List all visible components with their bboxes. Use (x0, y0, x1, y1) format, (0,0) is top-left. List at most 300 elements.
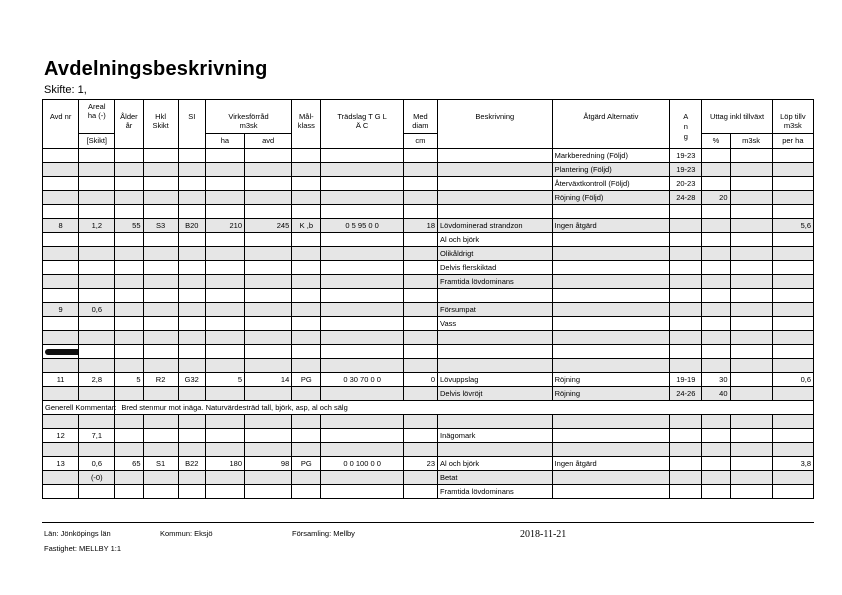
cell-si (178, 303, 205, 317)
cell-tradslag (321, 471, 403, 485)
cell-lop (772, 233, 813, 247)
cell-tradslag (321, 289, 403, 303)
cell-virke-avd (245, 191, 292, 205)
col-uttag: Uttag inkl tillväxt (702, 100, 772, 134)
cell-malklass (292, 163, 321, 177)
cell-virke-avd (245, 149, 292, 163)
cell-virke-ha (205, 345, 244, 359)
cell-beskrivning: Olikåldrigt (438, 247, 553, 261)
cell-uttag-m3 (730, 275, 772, 289)
table-row (43, 429, 814, 443)
footer-fastighet: Fastighet: MELLBY 1:1 (44, 544, 121, 553)
cell-uttag-m3 (730, 373, 772, 387)
cell-hkl (143, 303, 178, 317)
cell-uttag-m3 (730, 205, 772, 219)
cell-atgard: Röjning (552, 373, 670, 387)
cell-lop (772, 345, 813, 359)
cell-uttag-m3 (730, 303, 772, 317)
cell-ang (670, 415, 702, 429)
cell-alder (115, 303, 143, 317)
cell-ang: 19-23 (670, 163, 702, 177)
cell-alder (115, 275, 143, 289)
cell-hkl (143, 443, 178, 457)
cell-uttag-m3 (730, 261, 772, 275)
cell-alder (115, 261, 143, 275)
cell-si (178, 471, 205, 485)
cell-atgard (552, 471, 670, 485)
cell-hkl: S1 (143, 457, 178, 471)
cell-areal (79, 205, 115, 219)
col-ang: A n g (670, 100, 702, 149)
cell-virke-ha (205, 317, 244, 331)
footer-lan: Län: Jönköpings län (44, 529, 111, 538)
cell-tradslag (321, 485, 403, 499)
cell-virke-avd (245, 317, 292, 331)
cell-hkl (143, 387, 178, 401)
cell-alder (115, 163, 143, 177)
cell-areal (79, 387, 115, 401)
cell-virke-avd (245, 429, 292, 443)
cell-med: 18 (403, 219, 437, 233)
cell-atgard: Ingen åtgärd (552, 457, 670, 471)
cell-virke-avd: 98 (245, 457, 292, 471)
table-row (43, 191, 814, 205)
cell-beskrivning (438, 177, 553, 191)
cell-si (178, 387, 205, 401)
cell-beskrivning (438, 345, 553, 359)
cell-si (178, 429, 205, 443)
cell-med (403, 303, 437, 317)
cell-ang (670, 359, 702, 373)
col-tradslag: Trädslag T G L Ä C (321, 100, 403, 149)
cell-si (178, 443, 205, 457)
cell-si (178, 261, 205, 275)
cell-tradslag (321, 177, 403, 191)
cell-ang (670, 345, 702, 359)
cell-areal: (-0) (79, 471, 115, 485)
cell-areal (79, 359, 115, 373)
cell-malklass (292, 317, 321, 331)
cell-beskrivning (438, 205, 553, 219)
footer-kommun: Kommun: Eksjö (160, 529, 213, 538)
footer-divider (42, 522, 814, 523)
cell-uttag-m3 (730, 247, 772, 261)
cell-si (178, 415, 205, 429)
cell-med (403, 191, 437, 205)
table-row (43, 289, 814, 303)
cell-tradslag (321, 191, 403, 205)
cell-lop (772, 247, 813, 261)
cell-virke-avd (245, 247, 292, 261)
cell-lop (772, 415, 813, 429)
cell-uttag-m3 (730, 177, 772, 191)
cell-uttag-m3 (730, 331, 772, 345)
table-row (43, 359, 814, 373)
cell-beskrivning (438, 331, 553, 345)
cell-si: B20 (178, 219, 205, 233)
cell-alder (115, 471, 143, 485)
cell-virke-ha (205, 275, 244, 289)
cell-malklass (292, 471, 321, 485)
cell-uttag-m3 (730, 443, 772, 457)
cell-areal (79, 331, 115, 345)
cell-virke-ha (205, 303, 244, 317)
col-uttag-m3: m3sk (730, 134, 772, 149)
subtitle: Skifte: 1, (44, 84, 87, 96)
cell-lop (772, 471, 813, 485)
cell-hkl (143, 485, 178, 499)
cell-ang: 24-28 (670, 191, 702, 205)
cell-malklass (292, 429, 321, 443)
cell-virke-avd (245, 415, 292, 429)
cell-tradslag: 0 30 70 0 0 (321, 373, 403, 387)
cell-med (403, 177, 437, 191)
col-areal-sub: [Skikt] (79, 134, 115, 149)
cell-hkl (143, 345, 178, 359)
cell-malklass (292, 345, 321, 359)
cell-lop (772, 275, 813, 289)
cell-virke-avd: 245 (245, 219, 292, 233)
cell-uttag-pct (702, 331, 730, 345)
cell-atgard (552, 261, 670, 275)
cell-hkl (143, 177, 178, 191)
cell-med (403, 429, 437, 443)
cell-beskrivning: Al och björk (438, 457, 553, 471)
cell-tradslag (321, 261, 403, 275)
cell-virke-ha: 210 (205, 219, 244, 233)
cell-avd (43, 247, 79, 261)
cell-virke-avd (245, 387, 292, 401)
cell-malklass (292, 205, 321, 219)
cell-beskrivning: Framtida lövdominans (438, 275, 553, 289)
cell-ang (670, 205, 702, 219)
cell-malklass (292, 261, 321, 275)
cell-atgard (552, 289, 670, 303)
cell-virke-ha (205, 261, 244, 275)
table-row (43, 373, 814, 387)
cell-hkl (143, 247, 178, 261)
cell-alder (115, 149, 143, 163)
table-row (43, 177, 814, 191)
cell-alder (115, 289, 143, 303)
cell-areal (79, 415, 115, 429)
cell-med (403, 443, 437, 457)
cell-alder: 5 (115, 373, 143, 387)
cell-uttag-pct (702, 485, 730, 499)
cell-malklass (292, 289, 321, 303)
cell-virke-ha (205, 191, 244, 205)
cell-hkl: S3 (143, 219, 178, 233)
cell-beskrivning: Delvis lövröjt (438, 387, 553, 401)
cell-atgard: Röjning (552, 387, 670, 401)
cell-alder (115, 247, 143, 261)
cell-alder (115, 233, 143, 247)
cell-lop (772, 387, 813, 401)
col-lop: Löp tillv m3sk (772, 100, 813, 134)
cell-avd: 9 (43, 303, 79, 317)
cell-lop (772, 163, 813, 177)
cell-virke-ha: 5 (205, 373, 244, 387)
cell-virke-avd (245, 289, 292, 303)
cell-areal (79, 149, 115, 163)
cell-virke-avd (245, 303, 292, 317)
cell-ang (670, 331, 702, 345)
cell-ang (670, 303, 702, 317)
cell-beskrivning: Framtida lövdominans (438, 485, 553, 499)
report-date: 2018-11-21 (520, 529, 567, 540)
col-virke-ha: ha (205, 134, 244, 149)
cell-beskrivning: Lövdominerad strandzon (438, 219, 553, 233)
cell-med (403, 275, 437, 289)
table-row (43, 415, 814, 429)
col-areal: Areal ha (-) (79, 100, 115, 134)
cell-si: G32 (178, 373, 205, 387)
table-body-upper (43, 149, 814, 401)
cell-alder (115, 429, 143, 443)
cell-virke-avd (245, 471, 292, 485)
cell-ang (670, 471, 702, 485)
cell-uttag-m3 (730, 345, 772, 359)
cell-virke-ha: 180 (205, 457, 244, 471)
cell-alder (115, 177, 143, 191)
cell-atgard (552, 331, 670, 345)
cell-lop (772, 261, 813, 275)
cell-areal (79, 485, 115, 499)
cell-atgard (552, 303, 670, 317)
cell-med: 0 (403, 373, 437, 387)
cell-malklass (292, 443, 321, 457)
cell-areal (79, 191, 115, 205)
cell-uttag-pct (702, 457, 730, 471)
redaction-mark (45, 349, 79, 355)
cell-malklass: K ,b (292, 219, 321, 233)
cell-avd (43, 471, 79, 485)
cell-uttag-pct (702, 177, 730, 191)
cell-malklass (292, 191, 321, 205)
cell-tradslag (321, 415, 403, 429)
cell-med (403, 345, 437, 359)
cell-uttag-m3 (730, 471, 772, 485)
cell-lop (772, 149, 813, 163)
cell-lop (772, 359, 813, 373)
cell-virke-ha (205, 289, 244, 303)
table-row (43, 247, 814, 261)
cell-areal (79, 163, 115, 177)
cell-uttag-pct: 20 (702, 191, 730, 205)
cell-virke-avd (245, 163, 292, 177)
cell-beskrivning: Betat (438, 471, 553, 485)
cell-med (403, 289, 437, 303)
cell-avd (43, 387, 79, 401)
cell-virke-avd (245, 275, 292, 289)
stand-table (42, 99, 814, 499)
cell-avd: 13 (43, 457, 79, 471)
cell-uttag-pct (702, 247, 730, 261)
cell-areal (79, 247, 115, 261)
col-hkl: Hkl Skikt (143, 100, 178, 149)
cell-si (178, 345, 205, 359)
cell-alder (115, 415, 143, 429)
cell-atgard (552, 429, 670, 443)
cell-atgard (552, 233, 670, 247)
cell-uttag-m3 (730, 429, 772, 443)
cell-med (403, 149, 437, 163)
cell-tradslag (321, 163, 403, 177)
table-row (43, 345, 814, 359)
cell-avd (43, 275, 79, 289)
cell-uttag-pct (702, 429, 730, 443)
table-row (43, 457, 814, 471)
cell-ang (670, 485, 702, 499)
table-header (43, 100, 814, 149)
cell-si: B22 (178, 457, 205, 471)
cell-uttag-m3 (730, 415, 772, 429)
cell-atgard (552, 275, 670, 289)
cell-malklass (292, 233, 321, 247)
cell-si (178, 359, 205, 373)
col-virke-avd: avd (245, 134, 292, 149)
table-row (43, 471, 814, 485)
cell-atgard: Plantering (Följd) (552, 163, 670, 177)
cell-malklass (292, 303, 321, 317)
cell-hkl (143, 471, 178, 485)
cell-lop (772, 289, 813, 303)
cell-areal: 7,1 (79, 429, 115, 443)
cell-virke-avd (245, 261, 292, 275)
comment-section (43, 401, 814, 415)
col-alder: Ålder år (115, 100, 143, 149)
cell-atgard: Återväxtkontroll (Följd) (552, 177, 670, 191)
cell-hkl (143, 331, 178, 345)
cell-si (178, 485, 205, 499)
cell-si (178, 149, 205, 163)
table-row (43, 443, 814, 457)
cell-uttag-pct (702, 317, 730, 331)
cell-ang (670, 457, 702, 471)
cell-ang (670, 429, 702, 443)
cell-uttag-pct (702, 275, 730, 289)
cell-virke-ha (205, 485, 244, 499)
cell-areal: 1,2 (79, 219, 115, 233)
cell-avd: 12 (43, 429, 79, 443)
cell-beskrivning: Försumpat (438, 303, 553, 317)
col-avd: Avd nr (43, 100, 79, 149)
cell-hkl (143, 317, 178, 331)
cell-atgard (552, 359, 670, 373)
cell-avd (43, 443, 79, 457)
cell-areal (79, 261, 115, 275)
cell-alder (115, 331, 143, 345)
cell-alder (115, 443, 143, 457)
cell-atgard (552, 247, 670, 261)
cell-atgard (552, 345, 670, 359)
cell-beskrivning: Delvis flerskiktad (438, 261, 553, 275)
cell-alder (115, 345, 143, 359)
table-row (43, 261, 814, 275)
cell-alder (115, 485, 143, 499)
cell-areal: 0,6 (79, 303, 115, 317)
cell-uttag-m3 (730, 191, 772, 205)
cell-tradslag: 0 5 95 0 0 (321, 219, 403, 233)
cell-virke-ha (205, 429, 244, 443)
cell-tradslag (321, 387, 403, 401)
cell-hkl (143, 289, 178, 303)
cell-beskrivning: Al och björk (438, 233, 553, 247)
cell-med (403, 317, 437, 331)
cell-virke-ha (205, 415, 244, 429)
cell-areal (79, 443, 115, 457)
cell-uttag-m3 (730, 289, 772, 303)
cell-tradslag (321, 303, 403, 317)
cell-lop (772, 303, 813, 317)
cell-lop (772, 191, 813, 205)
cell-avd (43, 345, 79, 359)
cell-hkl (143, 233, 178, 247)
cell-atgard (552, 443, 670, 457)
cell-areal (79, 275, 115, 289)
cell-ang (670, 317, 702, 331)
table-row (43, 205, 814, 219)
cell-tradslag (321, 275, 403, 289)
cell-alder (115, 359, 143, 373)
cell-alder (115, 205, 143, 219)
cell-uttag-pct (702, 233, 730, 247)
cell-malklass (292, 275, 321, 289)
cell-hkl: R2 (143, 373, 178, 387)
cell-malklass (292, 359, 321, 373)
cell-med (403, 233, 437, 247)
cell-si (178, 275, 205, 289)
cell-med (403, 387, 437, 401)
cell-atgard (552, 317, 670, 331)
cell-beskrivning (438, 359, 553, 373)
cell-virke-ha (205, 331, 244, 345)
cell-ang (670, 289, 702, 303)
cell-tradslag (321, 205, 403, 219)
cell-uttag-m3 (730, 359, 772, 373)
cell-uttag-pct (702, 289, 730, 303)
cell-beskrivning (438, 443, 553, 457)
cell-si (178, 191, 205, 205)
cell-uttag-pct (702, 415, 730, 429)
cell-uttag-pct (702, 261, 730, 275)
cell-uttag-pct: 30 (702, 373, 730, 387)
cell-hkl (143, 191, 178, 205)
cell-tradslag (321, 359, 403, 373)
cell-virke-ha (205, 233, 244, 247)
cell-uttag-pct (702, 219, 730, 233)
cell-hkl (143, 163, 178, 177)
cell-virke-avd: 14 (245, 373, 292, 387)
col-lop-sub: per ha (772, 134, 813, 149)
col-atgard: Åtgärd Alternativ (552, 100, 670, 149)
table-row (43, 331, 814, 345)
cell-hkl (143, 205, 178, 219)
cell-uttag-pct (702, 443, 730, 457)
cell-uttag-pct (702, 303, 730, 317)
cell-virke-ha (205, 177, 244, 191)
cell-areal (79, 289, 115, 303)
cell-atgard (552, 205, 670, 219)
cell-areal (79, 177, 115, 191)
cell-areal (79, 233, 115, 247)
cell-atgard (552, 485, 670, 499)
cell-avd (43, 205, 79, 219)
cell-atgard: Röjning (Följd) (552, 191, 670, 205)
cell-malklass (292, 331, 321, 345)
cell-virke-ha (205, 163, 244, 177)
cell-virke-avd (245, 205, 292, 219)
